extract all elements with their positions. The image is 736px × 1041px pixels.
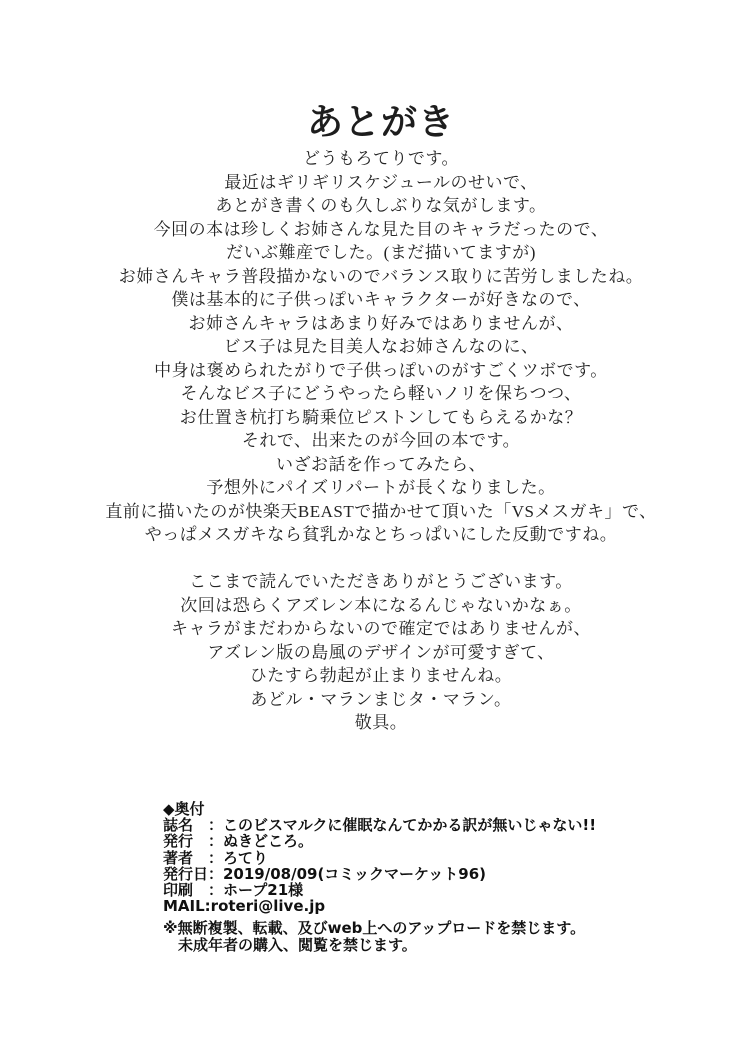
afterword-sign-off: 敬具。 bbox=[354, 713, 408, 732]
colophon bbox=[163, 801, 596, 954]
afterword-line: それで、出来たのが今回の本です。 bbox=[241, 431, 521, 450]
afterword-line: 僕は基本的に子供っぽいキャラクターが好きなので、 bbox=[171, 290, 591, 309]
afterword-line: あとがき書くのも久しぶりな気がします。 bbox=[215, 196, 547, 215]
colophon-header: ◆奥付 bbox=[163, 800, 205, 818]
afterword-line: そんなビス子にどうやったら軽いノリを保ちつつ、 bbox=[180, 384, 582, 403]
colophon-row-date: 発行日：2019/08/09(コミックマーケット96) bbox=[163, 864, 486, 883]
afterword-line: 次回は恐らくアズレン本になるんじゃないかなぁ。 bbox=[180, 595, 582, 615]
afterword-paragraph-opening bbox=[26, 147, 736, 547]
afterword-line: アズレン版の島風のデザインが可愛すぎて、 bbox=[207, 642, 555, 662]
afterword-line: 今回の本は珍しくお姉さんな見た目のキャラだったので、 bbox=[153, 219, 609, 239]
colophon-row-mail: MAIL:roteri@live.jp bbox=[163, 897, 326, 916]
afterword-line: ここまで読んでいただきありがとうございます。 bbox=[189, 572, 573, 591]
afterword-line: 直前に描いたのが快楽天BEASTで描かせて頂いた「VSメスガキ」で、 bbox=[105, 501, 657, 521]
afterword-line: いざお話を作ってみたら、 bbox=[276, 454, 486, 474]
notice-line: 未成年者の購入、閲覧を禁じます。 bbox=[178, 936, 417, 955]
afterword-line: だいぶ難産でした。(まだ描いてますが) bbox=[226, 243, 536, 262]
afterword-line: お仕置き杭打ち騎乗位ピストンしてもらえるかな？ bbox=[179, 407, 583, 427]
afterword-line: ひたすら勃起が止まりませんね。 bbox=[249, 666, 513, 685]
colophon-row-author: 著者 ：ろてり bbox=[163, 848, 268, 867]
afterword-line: 最近はギリギリスケジュールのせいで、 bbox=[224, 172, 538, 192]
afterword-line: お姉さんキャラ普段描かないのでバランス取りに苦労しましたね。 bbox=[118, 266, 644, 286]
afterword-body bbox=[26, 147, 736, 735]
afterword-paragraph-closing bbox=[26, 570, 736, 735]
afterword-line: ビス子は見た目美人なお姉さんなのに、 bbox=[223, 337, 539, 356]
afterword-line: キャラがまだわからないので確定ではありませんが、 bbox=[171, 619, 591, 638]
afterword-line: お姉さんキャラはあまり好みではありませんが、 bbox=[188, 313, 574, 333]
afterword-line: 予想外にパイズリパートが長くなりました。 bbox=[206, 478, 556, 497]
colophon-row-publisher: 発行 ：ぬきどころ。 bbox=[163, 832, 314, 851]
colophon-row-printer: 印刷 ：ホープ21様 bbox=[163, 881, 304, 900]
afterword-line: あどル・マランまじタ・マラン。 bbox=[250, 689, 512, 709]
notice-line: ※無断複製、転載、及びweb上へのアップロードを禁じます。 bbox=[163, 919, 586, 938]
colophon-row-title: 誌名 ：このビスマルクに催眠なんてかかる訳が無いじゃない!! bbox=[163, 816, 597, 835]
afterword-line: 中身は褒められたがりで子供っぽいのがすごくツボです。 bbox=[154, 360, 608, 380]
page-title: あとがき bbox=[306, 102, 455, 142]
colophon-notices bbox=[163, 920, 596, 954]
afterword-line: やっぱメスガキなら貧乳かなとちっぱいにした反動ですね。 bbox=[144, 525, 618, 544]
afterword-line: どうもろてりです。 bbox=[303, 149, 459, 168]
